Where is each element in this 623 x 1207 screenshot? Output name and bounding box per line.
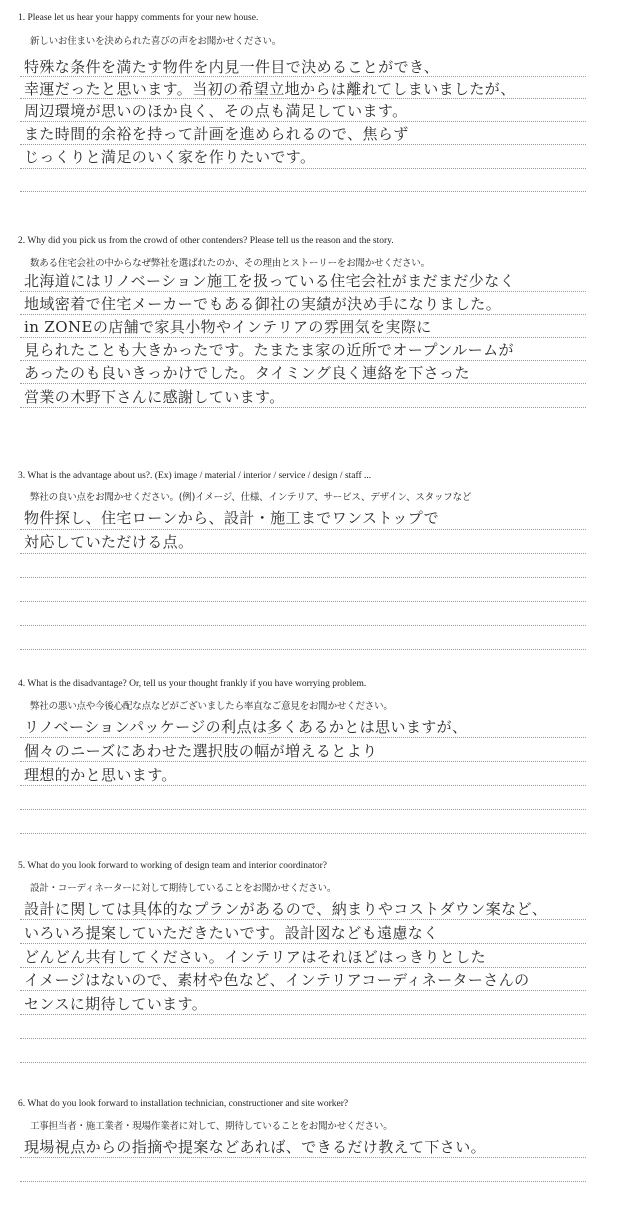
answer-1-line-4: また時間的余裕を持って計画を進められるので、焦らず — [24, 125, 409, 143]
answer-rule — [20, 121, 586, 122]
answer-rule — [20, 144, 586, 145]
answer-2-line-6: 営業の木野下さんに感謝しています。 — [24, 388, 285, 406]
question-2-en: 2. Why did you pick us from the crowd of other contenders? Please tell us the reason and the story. — [18, 236, 394, 246]
question-4-en: 4. What is the disadvantage? Or, tell us your thought frankly if you have worrying problem. — [18, 679, 367, 689]
answer-rule — [20, 785, 586, 786]
answer-rule — [20, 383, 586, 384]
answer-5-line-2: いろいろ提案していただきたいです。設計図なども遠慮なく — [24, 924, 439, 942]
answer-rule — [20, 314, 586, 315]
answer-rule — [20, 360, 586, 361]
question-4-ja: 弊社の悪い点や今後心配な点などがございましたら率直なご意見をお聞かせください。 — [30, 701, 393, 712]
answer-rule — [20, 76, 586, 77]
answer-rule — [20, 967, 586, 968]
answer-rule — [20, 761, 586, 762]
answer-rule — [20, 407, 586, 408]
answer-rule — [20, 990, 586, 991]
answer-rule — [20, 809, 586, 810]
answer-5-line-5: センスに期待しています。 — [24, 995, 208, 1013]
answer-6-line-1: 現場視点からの指摘や提案などあれば、できるだけ教えて下さい。 — [24, 1138, 487, 1156]
question-3-ja: 弊社の良い点をお聞かせください。(例)イメージ、仕様、インテリア、サービス、デザイン、スタッフなど — [30, 492, 472, 503]
answer-2-line-3: in ZONEの店舗で家具小物やインテリアの雰囲気を実際に — [24, 318, 432, 336]
question-1-en: 1. Please let us hear your happy comments for your new house. — [18, 13, 259, 23]
answer-rule — [20, 601, 586, 602]
question-5-en: 5. What do you look forward to working of design team and interior coordinator? — [18, 861, 328, 871]
answer-2-line-4: 見られたことも大きかったです。たまたま家の近所でオープンルームが — [24, 341, 514, 359]
answer-rule — [20, 833, 586, 834]
answer-1-line-2: 幸運だったと思います。当初の希望立地からは離れてしまいましたが、 — [24, 80, 516, 98]
answer-rule — [20, 577, 586, 578]
answer-rule — [20, 553, 586, 554]
answer-rule — [20, 291, 586, 292]
question-6-ja: 工事担当者・施工業者・現場作業者に対して、期待していることをお聞かせください。 — [30, 1121, 393, 1132]
answer-1-line-5: じっくりと満足のいく家を作りたいです。 — [24, 148, 316, 166]
answer-5-line-1: 設計に関しては具体的なプランがあるので、納まりやコストダウン案など、 — [24, 900, 548, 918]
answer-2-line-5: あったのも良いきっかけでした。タイミング良く連絡を下さった — [24, 364, 470, 382]
answer-rule — [20, 529, 586, 530]
answer-rule — [20, 1014, 586, 1015]
answer-3-line-2: 対応していただける点。 — [24, 533, 194, 551]
answer-4-line-1: リノベーションパッケージの利点は多くあるかとは思いますが、 — [24, 718, 468, 736]
answer-2-line-2: 地域密着で住宅メーカーでもある御社の実績が決め手になりました。 — [24, 295, 502, 313]
answer-rule — [20, 649, 586, 650]
answer-rule — [20, 337, 586, 338]
answer-rule — [20, 943, 586, 944]
answer-rule — [20, 625, 586, 626]
answer-rule — [20, 98, 586, 99]
answer-1-line-3: 周辺環境が思いのほか良く、その点も満足しています。 — [24, 102, 408, 120]
answer-3-line-1: 物件探し、住宅ローンから、設計・施工までワンストップで — [24, 509, 440, 527]
answer-2-line-1: 北海道にはリノベーション施工を扱っている住宅会社がまだまだ少なく — [24, 272, 516, 290]
answer-4-line-3: 理想的かと思います。 — [24, 766, 177, 784]
answer-5-line-3: どんどん共有してください。インテリアはそれほどはっきりとした — [24, 948, 487, 966]
answer-rule — [20, 1181, 586, 1182]
question-3-en: 3. What is the advantage about us?. (Ex) image / material / interior / service / design / staff ... — [18, 471, 372, 481]
question-5-ja: 設計・コーディネーターに対して期待していることをお聞かせください。 — [30, 883, 337, 894]
question-2-ja: 数ある住宅会社の中からなぜ弊社を選ばれたのか、その理由とストーリーをお聞かせください。 — [30, 258, 430, 269]
answer-rule — [20, 191, 586, 192]
answer-4-line-2: 個々のニーズにあわせた選択肢の幅が増えるとより — [24, 742, 378, 760]
answer-5-line-4: イメージはないので、素材や色など、インテリアコーディネーターさんの — [24, 971, 530, 989]
question-6-en: 6. What do you look forward to installation technician, constructioner and site worker? — [18, 1099, 349, 1109]
answer-rule — [20, 919, 586, 920]
answer-rule — [20, 168, 586, 169]
answer-rule — [20, 1038, 586, 1039]
answer-rule — [20, 737, 586, 738]
answer-rule — [20, 1062, 586, 1063]
answer-1-line-1: 特殊な条件を満たす物件を内見一件目で決めることができ、 — [24, 58, 440, 76]
answer-rule — [20, 1157, 586, 1158]
question-1-ja: 新しいお住まいを決められた喜びの声をお聞かせください。 — [30, 36, 282, 47]
